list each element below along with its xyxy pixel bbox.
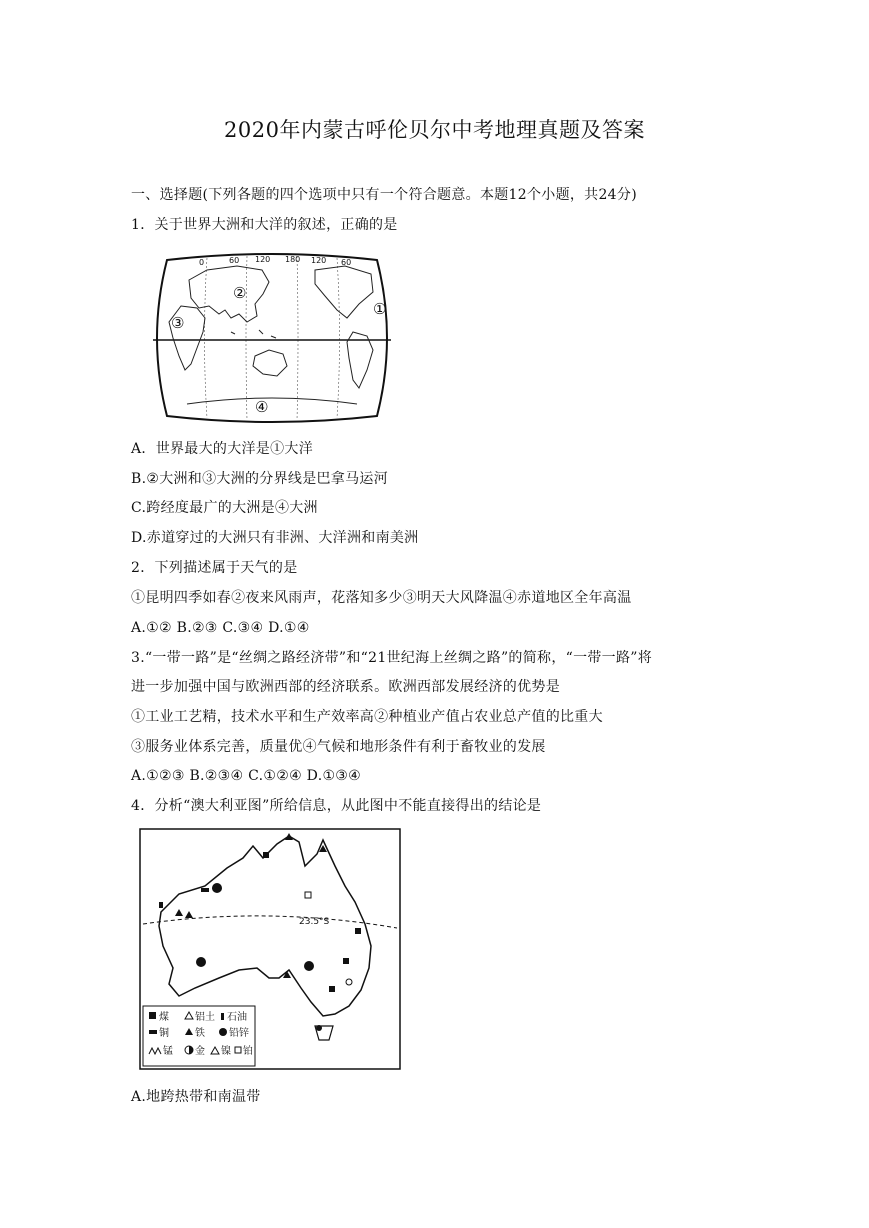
q1-stem: 1．关于世界大洲和大洋的叙述，正确的是: [131, 217, 398, 233]
map-tick: 180: [285, 255, 301, 264]
q3-statements-line2: ③服务业体系完善，质量优④气候和地形条件有利于畜牧业的发展: [131, 739, 546, 755]
q1-option-d: D.赤道穿过的大洲只有非洲、大洋洲和南美洲: [131, 530, 419, 546]
map-tick: 60: [341, 258, 352, 267]
map-mark-1: ①: [373, 300, 387, 318]
q4-stem: 4．分析“澳大利亚图”所给信息，从此图中不能直接得出的结论是: [131, 798, 542, 814]
q3-stem-line2: 进一步加强中国与欧洲西部的经济联系。欧洲西部发展经济的优势是: [131, 679, 560, 695]
map-tick: 60: [229, 256, 240, 265]
map-mark-3: ③: [171, 314, 185, 332]
page-title: 2020年内蒙古呼伦贝尔中考地理真题及答案: [224, 118, 645, 142]
tropic-label: 23.5°S: [299, 917, 330, 927]
legend-oil: 石油: [227, 1012, 247, 1023]
section-heading: 一、选择题(下列各题的四个选项中只有一个符合题意。本题12个小题，共24分): [131, 187, 637, 203]
q3-stem-line1: 3.“一带一路”是“丝绸之路经济带”和“21世纪海上丝绸之路”的简称，“一带一路”将: [131, 650, 653, 666]
q1-option-a: A．世界最大的大洋是①大洋: [131, 441, 314, 457]
q3-options: A.①②③ B.②③④ C.①②④ D.①③④: [131, 768, 361, 784]
q4-option-a: A.地跨热带和南温带: [131, 1089, 261, 1105]
map-mark-2: ②: [233, 284, 247, 302]
q2-statements: ①昆明四季如春②夜来风雨声，花落知多少③明天大风降温④赤道地区全年高温: [131, 590, 632, 606]
legend-copper: 铜: [159, 1028, 169, 1039]
world-map: [147, 252, 397, 424]
map-mark-4: ④: [255, 398, 269, 416]
q2-stem: 2．下列描述属于天气的是: [131, 560, 298, 576]
australia-map: [139, 828, 401, 1070]
legend-lead-zinc: 铅锌: [229, 1028, 249, 1039]
legend-iron: 铁: [195, 1028, 205, 1039]
map-tick: 0: [199, 258, 205, 267]
map-tick: 120: [255, 255, 271, 264]
legend-coal: 煤: [159, 1012, 169, 1023]
legend-platinum: 铂: [243, 1046, 253, 1057]
q3-statements-line1: ①工业工艺精，技术水平和生产效率高②种植业产值占农业总产值的比重大: [131, 709, 603, 725]
legend-gold: 金: [195, 1046, 205, 1057]
map-tick: 120: [311, 256, 327, 265]
q1-option-b: B.②大洲和③大洲的分界线是巴拿马运河: [131, 471, 388, 487]
q2-options: A.①② B.②③ C.③④ D.①④: [131, 620, 310, 636]
legend-manganese: 锰: [163, 1046, 173, 1057]
legend-nickel: 镍: [221, 1046, 231, 1057]
legend-bauxite: 铝土: [195, 1012, 215, 1023]
q1-option-c: C.跨经度最广的大洲是④大洲: [131, 500, 318, 516]
